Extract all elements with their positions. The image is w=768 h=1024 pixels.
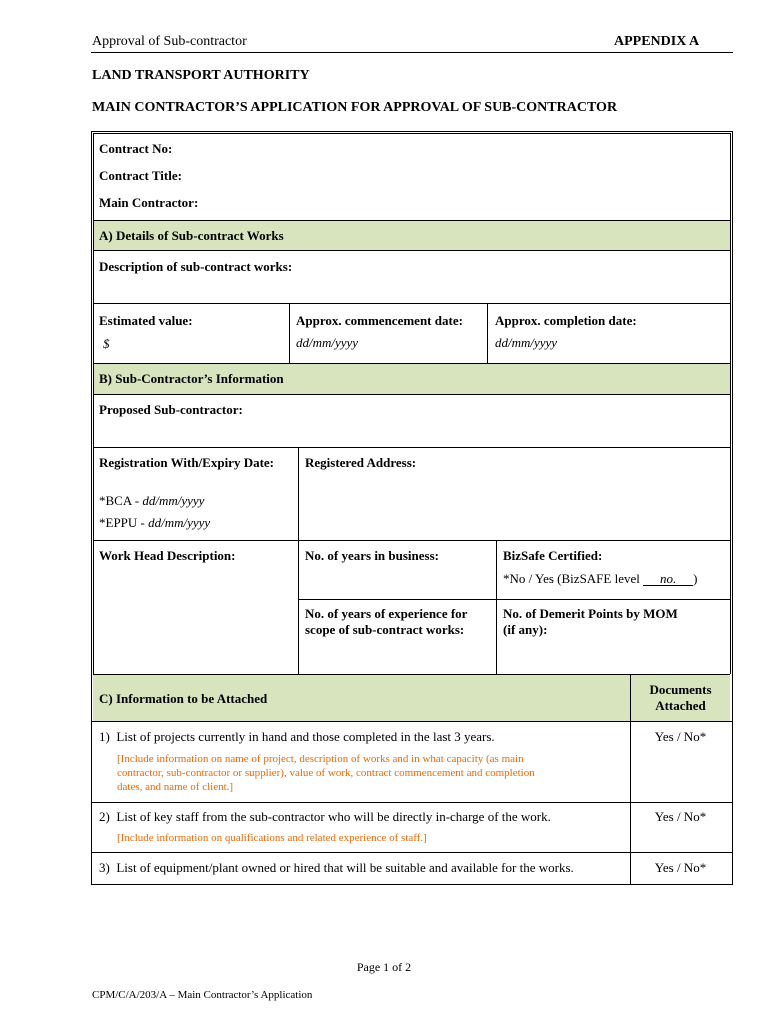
row-divider (298, 599, 730, 600)
column-divider (298, 447, 299, 674)
item-text: List of key staff from the sub-contractor who will be directly in-charge of the work. (116, 809, 551, 824)
item-text: List of projects currently in hand and those completed in the last 3 years. (116, 729, 495, 744)
row-divider (93, 220, 730, 221)
form-title: MAIN CONTRACTOR’S APPLICATION FOR APPROVAL OF SUB-CONTRACTOR (92, 100, 618, 115)
commencement-label: Approx. commencement date: (296, 313, 463, 328)
item-text: List of equipment/plant owned or hired that will be suitable and available for the works. (116, 860, 574, 875)
item-2-yes-no[interactable]: Yes / No* (654, 809, 707, 824)
attachment-item-1 (99, 729, 495, 745)
table-border (91, 884, 733, 885)
contract-no-label: Contract No: (99, 141, 173, 156)
registered-address-label: Registered Address: (305, 455, 417, 470)
section-c-heading: C) Information to be Attached (99, 691, 268, 706)
bizsafe-prefix: *No / Yes (BizSAFE level (503, 571, 644, 586)
table-border (91, 131, 733, 132)
attachment-item-2 (99, 809, 551, 825)
row-divider (91, 852, 733, 853)
work-head-label: Work Head Description: (99, 548, 236, 563)
proposed-subcontractor-label: Proposed Sub-contractor: (99, 402, 243, 417)
row-divider (93, 363, 730, 364)
eppu-date-field[interactable]: dd/mm/yyyy (148, 515, 211, 530)
eppu-registration (99, 515, 210, 531)
item-number: 1) (99, 729, 110, 744)
demerit-label-line2: (if any): (503, 622, 548, 637)
table-border (732, 131, 733, 884)
document-code: CPM/C/A/203/A – Main Contractor’s Application (92, 989, 313, 1001)
row-divider (93, 447, 730, 448)
item-1-note-line2: contractor, sub-contractor or supplier), value of work, contract commencement and completion (117, 767, 535, 779)
bca-date-field[interactable]: dd/mm/yyyy (142, 493, 205, 508)
row-divider (91, 721, 733, 722)
table-border (93, 133, 730, 134)
bizsafe-status (503, 571, 697, 587)
row-divider (93, 250, 730, 251)
contract-title-label: Contract Title: (99, 168, 182, 183)
completion-label: Approx. completion date: (495, 313, 637, 328)
bizsafe-suffix: ) (693, 571, 698, 586)
item-2-note: [Include information on qualifications and related experience of staff.] (117, 832, 427, 844)
estimated-value-label: Estimated value: (99, 313, 193, 328)
bizsafe-level-field[interactable]: no. (643, 572, 693, 586)
section-b-heading: B) Sub-Contractor’s Information (99, 371, 284, 386)
commencement-date-field[interactable]: dd/mm/yyyy (296, 335, 359, 350)
table-border (91, 131, 92, 884)
bca-registration (99, 493, 204, 509)
table-border (93, 133, 94, 674)
attachment-item-3 (99, 860, 574, 876)
years-experience-label-line1: No. of years of experience for (305, 606, 468, 621)
column-divider (496, 540, 497, 674)
registration-label: Registration With/Expiry Date: (99, 455, 275, 470)
completion-date-field[interactable]: dd/mm/yyyy (495, 335, 558, 350)
section-a-heading: A) Details of Sub-contract Works (99, 228, 284, 243)
item-1-note-line3: dates, and name of client.] (117, 781, 234, 793)
item-1-yes-no[interactable]: Yes / No* (654, 729, 707, 744)
main-contractor-label: Main Contractor: (99, 195, 199, 210)
years-experience-label-line2: scope of sub-contract works: (305, 622, 465, 637)
item-number: 2) (99, 809, 110, 824)
item-3-yes-no[interactable]: Yes / No* (654, 860, 707, 875)
row-divider (93, 540, 730, 541)
description-label: Description of sub-contract works: (99, 259, 293, 274)
authority-title: LAND TRANSPORT AUTHORITY (92, 68, 310, 83)
page-number: Page 1 of 2 (356, 960, 412, 974)
bizsafe-label: BizSafe Certified: (503, 548, 603, 563)
bca-prefix: *BCA - (99, 493, 143, 508)
row-divider (91, 802, 733, 803)
demerit-label-line1: No. of Demerit Points by MOM (503, 606, 678, 621)
item-number: 3) (99, 860, 110, 875)
eppu-prefix: *EPPU - (99, 515, 149, 530)
column-divider (289, 303, 290, 363)
row-divider (93, 394, 730, 395)
years-business-label: No. of years in business: (305, 548, 439, 563)
column-divider (487, 303, 488, 363)
documents-heading-line1: Documents (649, 682, 712, 697)
documents-heading-line2: Attached (655, 698, 706, 713)
table-border (730, 133, 731, 674)
row-divider (93, 674, 730, 675)
item-1-note-line1: [Include information on name of project, description of works and in what capacity (as main (117, 753, 524, 765)
header-appendix-label: APPENDIX A (614, 34, 700, 49)
header-document-name: Approval of Sub-contractor (92, 34, 247, 49)
row-divider (93, 303, 730, 304)
estimated-value-field[interactable]: $ (103, 336, 110, 351)
